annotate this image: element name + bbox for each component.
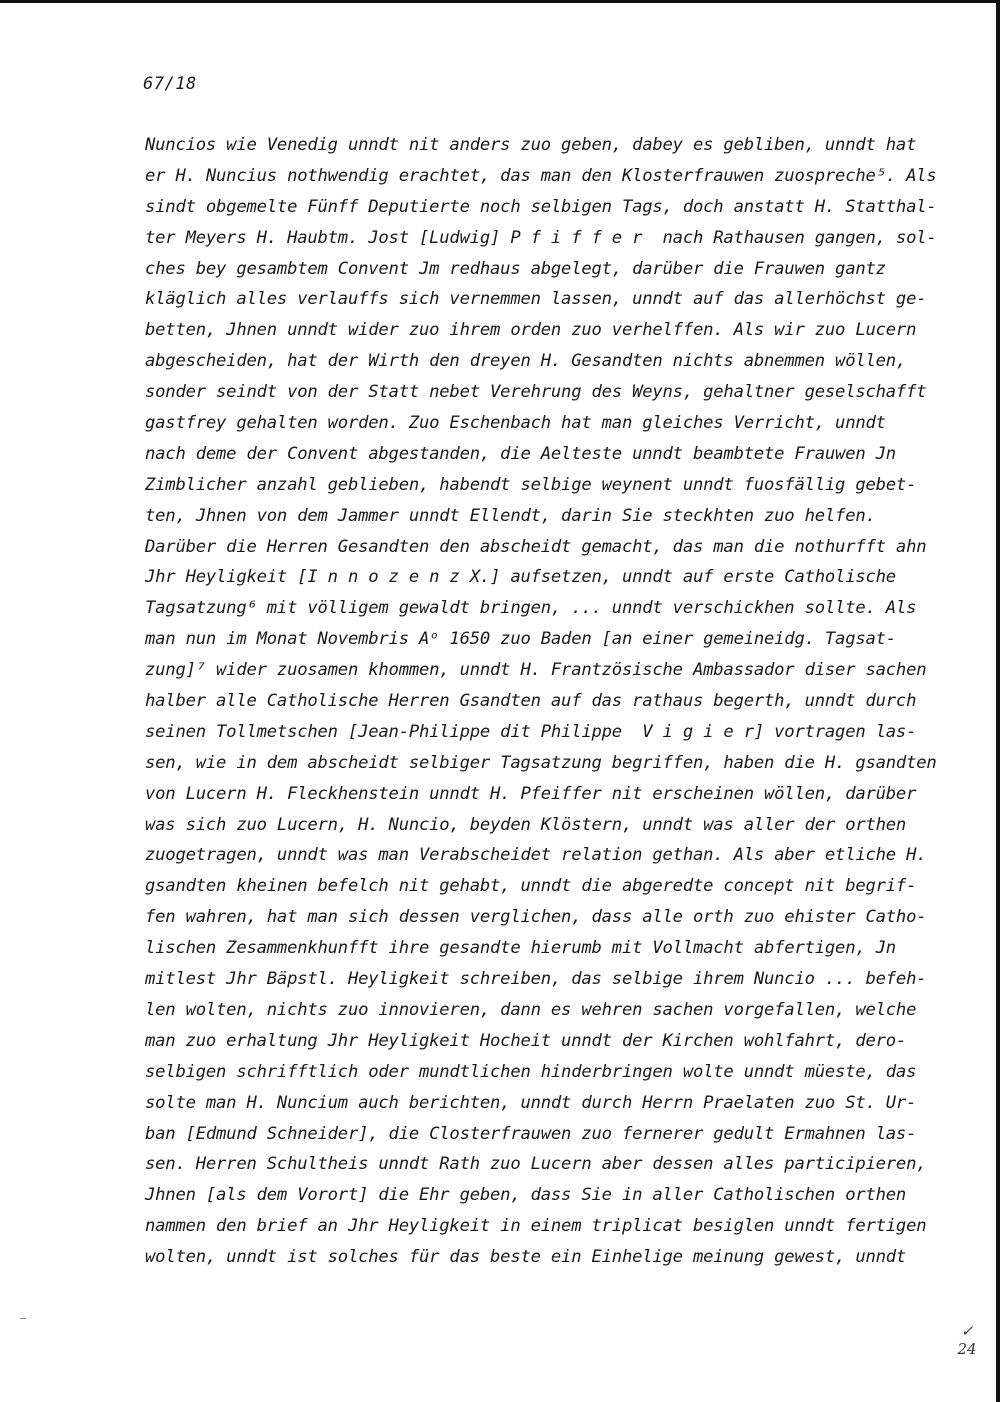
text-line: Darüber die Herren Gesandten den abscheidt gemacht, das man die nothurfft ahn [145, 536, 927, 557]
handwritten-folio-number: 24 [957, 1340, 977, 1358]
text-line: ches bey gesambtem Convent Jm redhaus abgelegt, darüber die Frauwen gantz [145, 258, 886, 279]
text-line: solte man H. Nuncium auch berichten, unndt durch Herrn Praelaten zuo St. Ur- [145, 1092, 917, 1113]
text-line: man zuo erhaltung Jhr Heyligkeit Hocheit unndt der Kirchen wohlfahrt, dero- [145, 1030, 907, 1051]
text-line: nammen den brief an Jhr Heyligkeit in einem triplicat besiglen unndt fertigen [145, 1216, 927, 1237]
margin-tick-mark [20, 1318, 26, 1319]
text-line: betten, Jhnen unndt wider zuo ihrem orden zuo verhelffen. Als wir zuo Lucern [145, 320, 917, 341]
text-line: mitlest Jhr Bäpstl. Heyligkeit schreiben, das selbige ihrem Nuncio ... befeh- [145, 969, 927, 990]
text-line: sonder seindt von der Statt nebet Verehrung des Weyns, gehaltner geselschafft [145, 382, 927, 403]
text-line: nach deme der Convent abgestanden, die Aelteste unndt beambtete Frauwen Jn [145, 443, 896, 464]
text-line: sen, wie in dem abscheidt selbiger Tagsatzung begriffen, haben die H. gsandten [145, 752, 937, 773]
text-line: Tagsatzung⁶ mit völligem gewaldt bringen, ... unndt verschickhen sollte. Als [145, 598, 917, 619]
text-line: lischen Zesammenkhunfft ihre gesandte hierumb mit Vollmacht abfertigen, Jn [145, 938, 896, 959]
text-line: was sich zuo Lucern, H. Nuncio, beyden Klöstern, unndt was aller der orthen [145, 814, 907, 835]
text-line: von Lucern H. Fleckhenstein unndt H. Pfeiffer nit erscheinen wöllen, darüber [145, 783, 917, 804]
text-line: Jhr Heyligkeit [I n n o z e n z X.] aufsetzen, unndt auf erste Catholische [145, 567, 896, 588]
text-line: wolten, unndt ist solches für das beste ein Einhelige meinung gewest, unndt [145, 1247, 907, 1268]
scan-border-right [996, 0, 1000, 1402]
checkmark-icon: ✓ [960, 1322, 974, 1340]
scan-border-top [0, 0, 1000, 3]
text-line: kläglich alles verlauffs sich vernemmen lassen, unndt auf das allerhöchst ge- [145, 289, 927, 310]
text-line: zung]⁷ wider zuosamen khommen, unndt H. Frantzösische Ambassador diser sachen [145, 660, 927, 681]
text-line: ter Meyers H. Haubtm. Jost [Ludwig] P f i f f e r nach Rathausen gangen, sol- [145, 227, 937, 248]
text-line: selbigen schrifftlich oder mundtlichen hinderbringen wolte unndt müeste, das [145, 1061, 917, 1082]
text-line: er H. Nuncius nothwendig erachtet, das man den Klosterfrauwen zuospreche⁵. Als [145, 165, 937, 186]
text-line: sindt obgemelte Fünff Deputierte noch selbigen Tags, doch anstatt H. Statthal- [145, 196, 937, 217]
text-line: fen wahren, hat man sich dessen verglichen, dass alle orth zuo ehister Catho- [145, 907, 927, 928]
text-line: man nun im Monat Novembris Aᵒ 1650 zuo Baden [an einer gemeineidg. Tagsat- [145, 629, 896, 650]
text-line: Nuncios wie Venedig unndt nit anders zuo geben, dabey es gebliben, unndt hat [145, 135, 917, 155]
text-line: halber alle Catholische Herren Gsandten auf das rathaus begerth, unndt durch [145, 691, 917, 712]
text-line: Jhnen [als dem Vorort] die Ehr geben, dass Sie in aller Catholischen orthen [145, 1185, 907, 1206]
text-line: sen. Herren Schultheis unndt Rath zuo Lucern aber dessen alles participieren, [145, 1154, 927, 1175]
text-line: Zimblicher anzahl geblieben, habendt selbige weynent unndt fuosfällig gebet- [145, 474, 917, 495]
page-number: 67/18 [143, 74, 197, 94]
text-line: gastfrey gehalten worden. Zuo Eschenbach hat man gleiches Verricht, unndt [145, 413, 886, 434]
document-body [145, 130, 935, 1273]
text-line: ten, Jhnen von dem Jammer unndt Ellendt, darin Sie steckhten zuo helfen. [145, 505, 876, 526]
text-line: zuogetragen, unndt was man Verabscheidet relation gethan. Als aber etliche H. [145, 845, 927, 866]
text-line: seinen Tollmetschen [Jean-Philippe dit Philippe V i g i e r] vortragen las- [145, 721, 917, 742]
text-line: len wolten, nichts zuo innovieren, dann es wehren sachen vorgefallen, welche [145, 999, 917, 1020]
text-line: abgescheiden, hat der Wirth den dreyen H. Gesandten nichts abnemmen wöllen, [145, 351, 907, 372]
handwritten-folio-note [950, 1322, 984, 1358]
text-line: ban [Edmund Schneider], die Closterfrauwen zuo fernerer gedult Ermahnen las- [145, 1123, 917, 1144]
text-line: gsandten kheinen befelch nit gehabt, unndt die abgeredte concept nit begrif- [145, 876, 917, 897]
